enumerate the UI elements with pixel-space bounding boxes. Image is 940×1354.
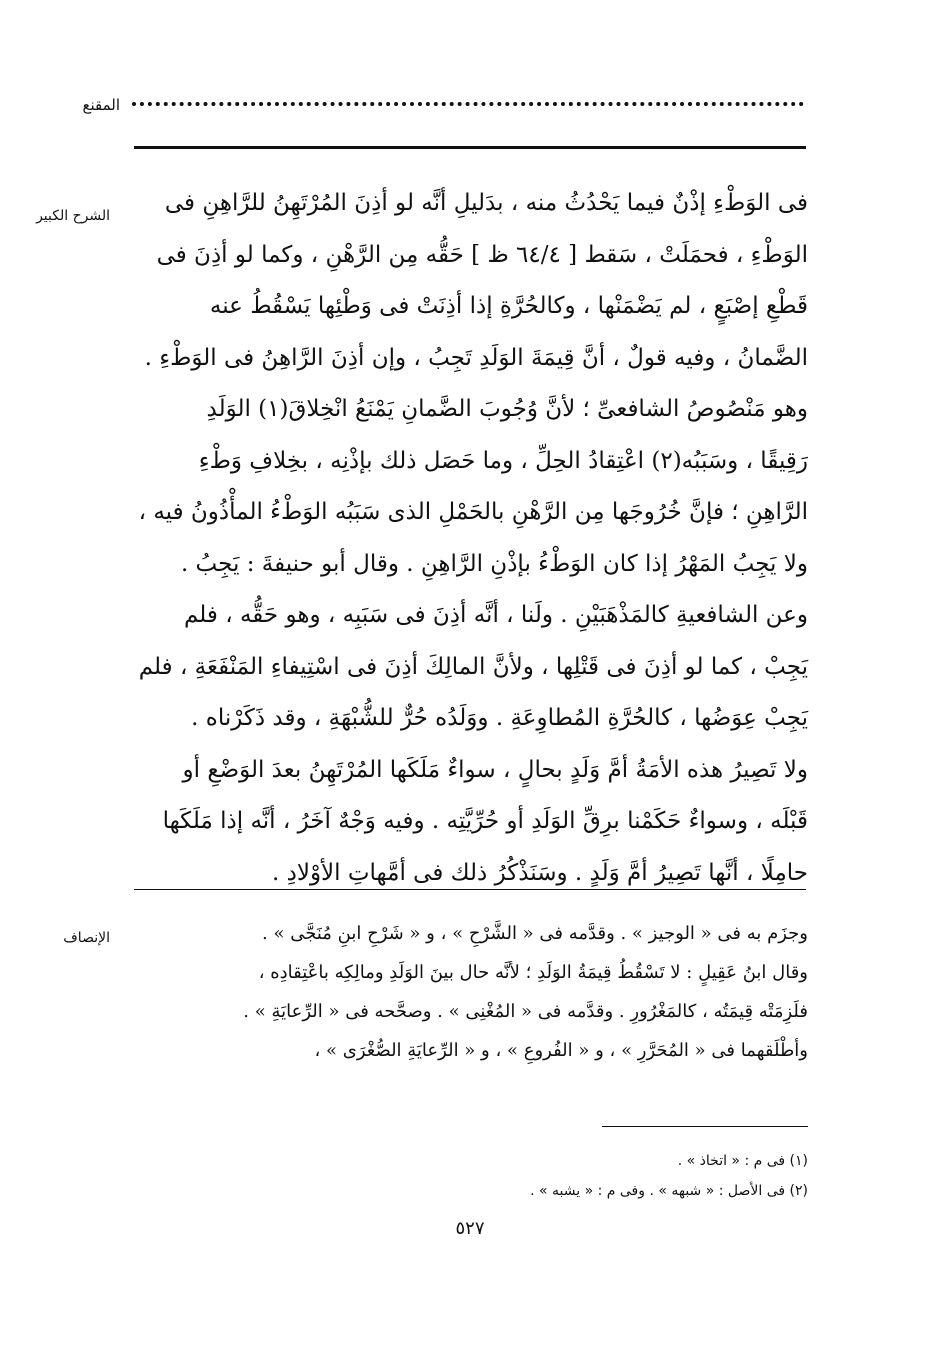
insaf-line: فلَزِمَتْه قِيمَتُه ، كالمَغْرُورِ . وقدَّمه فى « المُغْنِى » . وصحَّحه فى « الرِّعايَةِ » .	[243, 1001, 808, 1022]
main-line: يَجِبْ عِوَضُها ، كالحُرَّةِ المُطاوِعَةِ . ووَلَدُه حُرٌّ للشُّبْهَةِ ، وقد ذَكَرْناه .	[191, 705, 808, 731]
main-line: فى الوَطْءِ إذْنٌ فيما يَحْدُثُ منه ، بدَليلِ أنَّه لو أذِنَ المُرْتَهِنُ للرَّاهِنِ فى	[164, 190, 808, 216]
header-rule	[134, 146, 806, 149]
main-commentary-text	[132, 178, 808, 899]
main-line: قَبْلَه ، وسواءٌ حَكَمْنا برِقِّ الوَلَدِ أو حُرِّيَّتِه . وفيه وَجْهٌ آخَرُ ، أنَّه إذا مَلَكَها	[162, 808, 808, 834]
footnote: (١) فى م : « اتخاذ » .	[677, 1153, 808, 1169]
main-line: وهو مَنْصُوصُ الشافعىِّ ؛ لأنَّ وُجُوبَ الضَّمانِ يَمْنَعُ انْخِلاقَ(١) الوَلَدِ	[206, 396, 808, 422]
main-line: ولا يَجِبُ المَهْرُ إذا كان الوَطْءُ بإذْنِ الرَّاهِنِ . وقال أبو حنيفةَ : يَجِبُ .	[180, 550, 808, 577]
main-line: ولا تَصِيرُ هذه الأمَةُ أمَّ وَلَدٍ بحالٍ ، سواءٌ مَلَكَها المُرْتَهِنُ بعدَ الوَضْعِ أو	[182, 756, 808, 783]
insaf-line: وقال ابنُ عَقِيلٍ : لا تَسْقُطُ قِيمَةُ الوَلَدِ ؛ لأنَّه حال بينَ الوَلَدِ ومالِكِه باعْتِقادِه ،	[258, 962, 808, 983]
side-label-insaf: الإنصاف	[63, 930, 110, 946]
footnote: (٢) فى الأصل : « شبهه » . وفى م : « يشبه » .	[530, 1183, 808, 1199]
insaf-line: وأطْلَقهما فى « المُحَرَّرِ » ، و « الفُروعِ » ، و « الرِّعايَةِ الصُّغْرَى » ،	[314, 1040, 808, 1061]
main-line: رَقِيقًا ، وسَبَبُه(٢) اعْتِقادُ الحِلِّ ، وما حَصَل ذلك بإذْنِه ، بخِلافِ وَطْءِ	[198, 447, 808, 474]
main-line: يَجِبْ ، كما لو أذِنَ فى قَتْلِها ، ولأنَّ المالِكَ أذِنَ فى اسْتِيفاءِ المَنْفَعَةِ ، فلم	[138, 653, 808, 680]
main-line: حامِلًا ، أنَّها تَصِيرُ أمَّ وَلَدٍ . وسَنَذْكُرُ ذلك فى أمَّهاتِ الأوْلادِ .	[271, 859, 808, 886]
main-line: وعن الشافعيةِ كالمَذْهَبَيْنِ . ولَنا ، أنَّه أذِنَ فى سَبَبِه ، وهو حَقُّه ، فلم	[184, 602, 808, 628]
footnotes	[400, 1146, 808, 1206]
side-label-main: الشرح الكبير	[36, 208, 110, 224]
section-divider	[134, 889, 806, 890]
running-header-title: المقنع	[82, 96, 120, 114]
main-line: الضَّمانُ ، وفيه قولٌ ، أنَّ قِيمَةَ الوَلَدِ تَجِبُ ، وإن أذِنَ الرَّاهِنُ فى الوَطْءِ .	[144, 344, 808, 371]
insaf-line: وجزَم به فى « الوجيز » . وقدَّمه فى « الشَّرْحِ » ، و « شَرْحِ ابنِ مُنَجَّى » .	[262, 923, 808, 944]
insaf-text	[132, 914, 808, 1070]
main-line: الوَطْءِ ، فحمَلَتْ ، سَقط [ ٦٤/٤ ظ ] حَقُّه مِن الرَّهْنِ ، وكما لو أذِنَ فى	[156, 241, 808, 268]
main-line: قَطْعِ إصْبَعٍ ، لم يَضْمَنْها ، وكالحُرَّةِ إذا أذِنَتْ فى وَطْئِها يَسْقُطُ عنه	[209, 293, 808, 319]
footnote-rule	[602, 1126, 808, 1127]
header-dotted-line	[132, 102, 804, 106]
main-line: الرَّاهِنِ ؛ فإنَّ خُرُوجَها مِن الرَّهْنِ بالحَمْلِ الذى سَبَبُه الوَطْءُ المأْذُونُ فيه ،	[138, 499, 808, 525]
page-number: ٥٢٧	[455, 1218, 485, 1239]
